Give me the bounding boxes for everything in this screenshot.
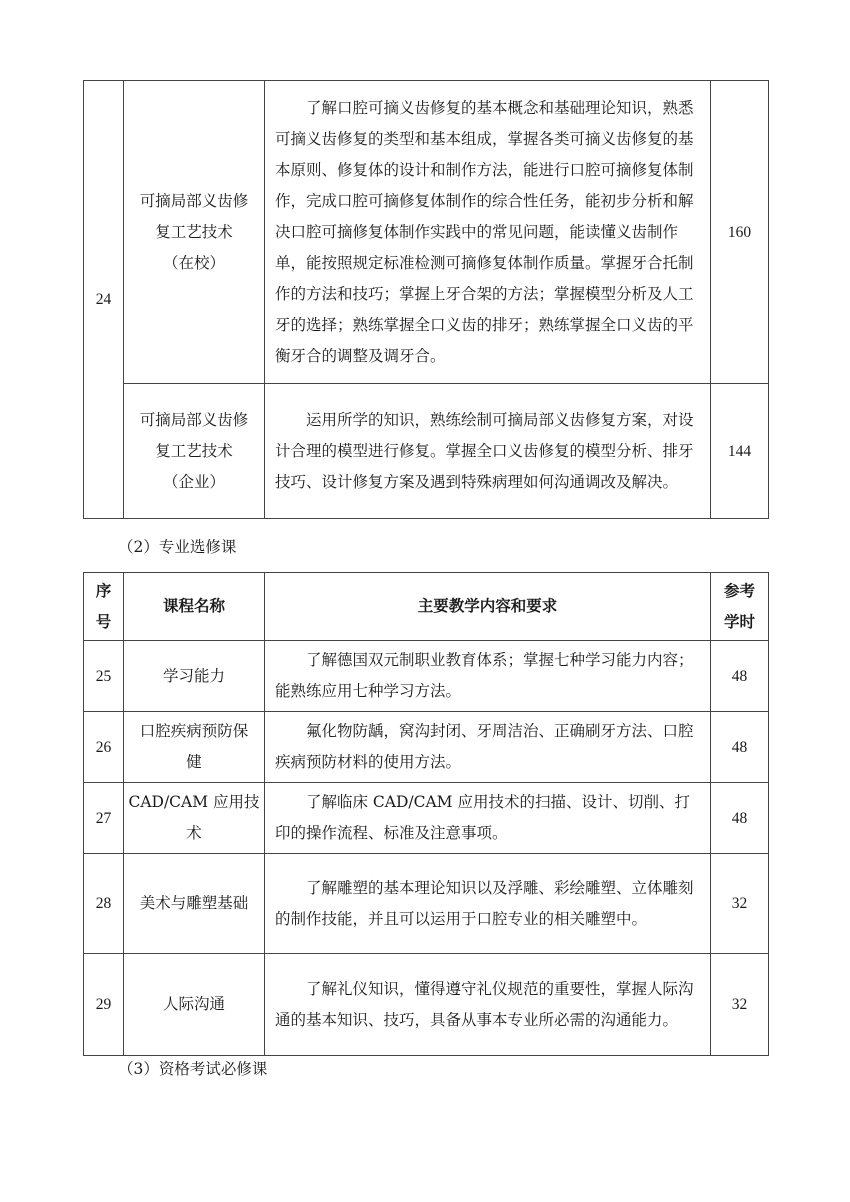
course-table-required bbox=[83, 80, 769, 519]
course-hours: 32 bbox=[711, 954, 769, 1056]
course-hours: 48 bbox=[711, 783, 769, 854]
table-header-row bbox=[84, 573, 769, 641]
course-hours: 160 bbox=[711, 81, 769, 384]
course-name-line: （企业） bbox=[162, 472, 225, 491]
course-name-line: 可摘局部义齿修 bbox=[139, 191, 249, 210]
row-index: 29 bbox=[84, 954, 124, 1056]
course-name-line: 健 bbox=[186, 753, 202, 771]
table-row bbox=[84, 641, 769, 712]
course-content: 了解雕塑的基本理论知识以及浮雕、彩绘雕塑、立体雕刻的制作技能，并且可以运用于口腔专业的相关雕塑中。 bbox=[265, 854, 711, 954]
row-index: 27 bbox=[84, 783, 124, 854]
course-hours: 32 bbox=[711, 854, 769, 954]
course-content: 运用所学的知识，熟练绘制可摘局部义齿修复方案，对设计合理的模型进行修复。掌握全口义齿修复的模型分析、排牙技巧、设计修复方案及遇到特殊病理如何沟通调改及解决。 bbox=[265, 384, 711, 519]
header-hours bbox=[711, 573, 769, 641]
header-course-name: 课程名称 bbox=[124, 573, 265, 641]
section-heading: （3）资格考试必修课 bbox=[118, 1060, 268, 1078]
table-row bbox=[84, 712, 769, 783]
course-table-electives bbox=[83, 572, 769, 1056]
header-text: 序 bbox=[95, 581, 112, 600]
course-name-line: 口腔疾病预防保 bbox=[139, 722, 249, 740]
course-name-line: （在校） bbox=[162, 253, 225, 272]
course-content: 了解礼仪知识，懂得遵守礼仪规范的重要性，掌握人际沟通的基本知识、技巧，具备从事本专业所必需的沟通能力。 bbox=[265, 954, 711, 1056]
row-index: 25 bbox=[84, 641, 124, 712]
row-index: 26 bbox=[84, 712, 124, 783]
header-index bbox=[84, 573, 124, 641]
course-content: 了解德国双元制职业教育体系；掌握七种学习能力内容；能熟练应用七种学习方法。 bbox=[265, 641, 711, 712]
header-text: 学时 bbox=[723, 612, 755, 631]
course-name bbox=[124, 854, 265, 954]
course-name bbox=[124, 783, 265, 854]
header-text: 号 bbox=[95, 612, 112, 631]
course-name-line: 术 bbox=[186, 824, 202, 842]
header-text: 参考 bbox=[723, 581, 755, 600]
course-content: 氟化物防龋，窝沟封闭、牙周洁治、正确刷牙方法、口腔疾病预防材料的使用方法。 bbox=[265, 712, 711, 783]
course-name-line: 复工艺技术 bbox=[155, 441, 233, 460]
course-content: 了解临床 CAD/CAM 应用技术的扫描、设计、切削、打印的操作流程、标准及注意事项。 bbox=[265, 783, 711, 854]
table-row bbox=[84, 854, 769, 954]
course-hours: 48 bbox=[711, 641, 769, 712]
course-name-line: CAD/CAM 应用技 bbox=[128, 793, 260, 811]
row-index: 24 bbox=[84, 81, 124, 519]
course-name bbox=[124, 81, 265, 384]
course-hours: 48 bbox=[711, 712, 769, 783]
table-row bbox=[84, 954, 769, 1056]
row-index: 28 bbox=[84, 854, 124, 954]
table-row bbox=[84, 81, 769, 384]
course-name-line: 可摘局部义齿修 bbox=[139, 410, 249, 429]
course-name bbox=[124, 641, 265, 712]
course-name-line: 人际沟通 bbox=[162, 995, 225, 1013]
course-hours: 144 bbox=[711, 384, 769, 519]
section-heading: （2）专业选修课 bbox=[118, 538, 237, 556]
course-name-line: 美术与雕塑基础 bbox=[139, 894, 249, 912]
course-content: 了解口腔可摘义齿修复的基本概念和基础理论知识，熟悉可摘义齿修复的类型和基本组成，掌握各类可摘义齿修复的基本原则、修复体的设计和制作方法，能进行口腔可摘修复体制作，完成口腔可摘修复体制作的综合性任务，能初步分析和解决口腔可摘修复体制作实践中的常见问题，能读懂义齿制作单，能按照规定标准检测可摘修复体制作质量。掌握牙合托制作的方法和技巧；掌握上牙合架的方法；掌握模型分析及人工牙的选择；熟练掌握全口义齿的排牙；熟练掌握全口义齿的平衡牙合的调整及调牙合。 bbox=[265, 81, 711, 384]
table-row bbox=[84, 783, 769, 854]
course-name bbox=[124, 954, 265, 1056]
course-name-line: 学习能力 bbox=[162, 666, 225, 685]
course-name bbox=[124, 384, 265, 519]
course-name-line: 复工艺技术 bbox=[155, 222, 233, 241]
table-row bbox=[84, 384, 769, 519]
header-content: 主要教学内容和要求 bbox=[265, 573, 711, 641]
course-name bbox=[124, 712, 265, 783]
